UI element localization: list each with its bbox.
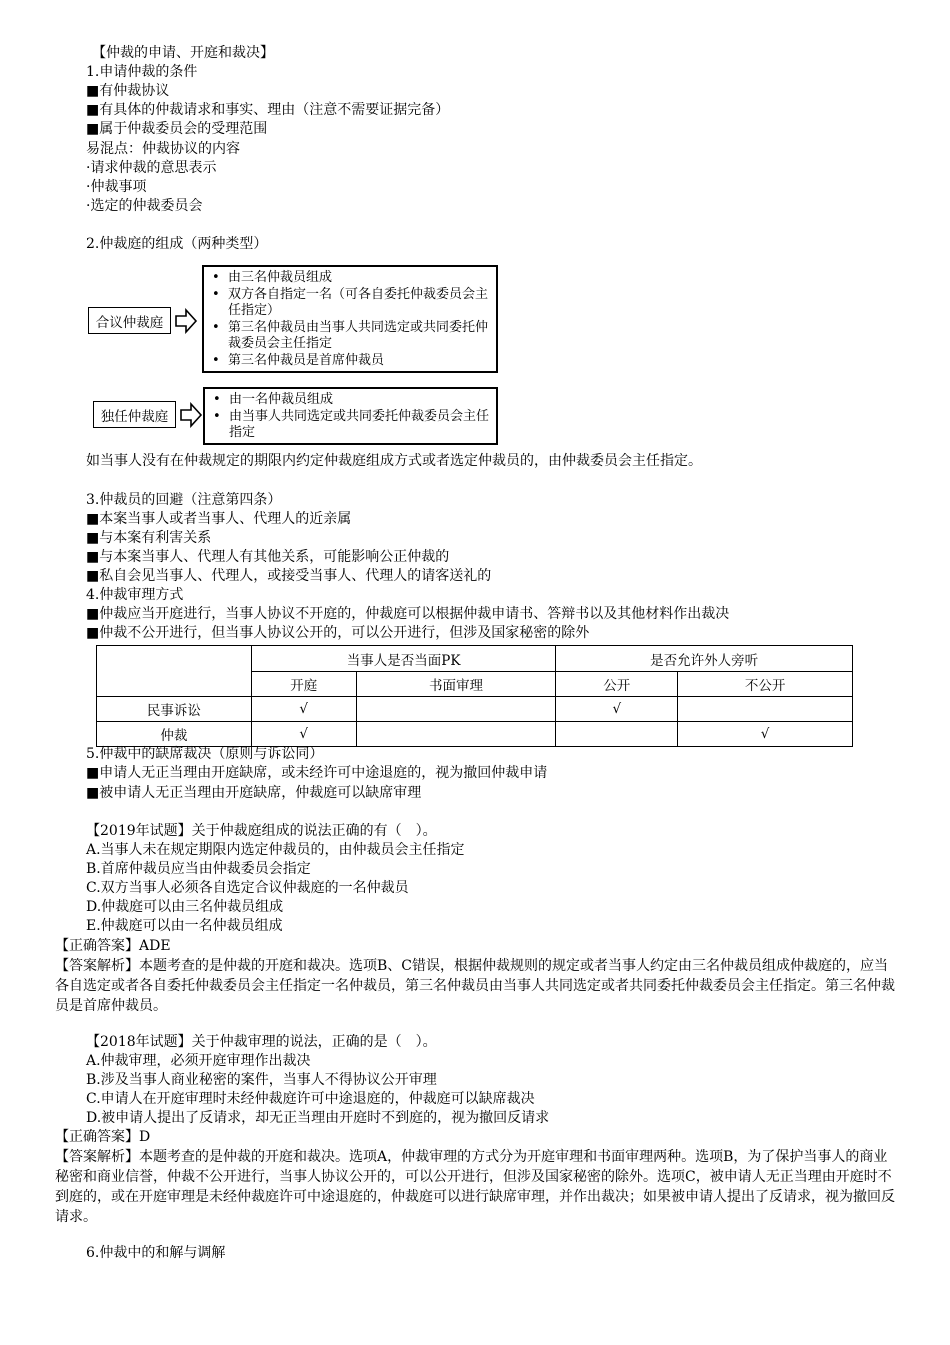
table-cell xyxy=(678,697,853,722)
arrow-right-icon xyxy=(174,308,198,334)
hearing-item: ■仲裁不公开进行，但当事人协议公开的，可以公开进行，但涉及国家秘密的除外 xyxy=(86,625,590,641)
condition-item: ■属于仲裁委员会的受理范围 xyxy=(86,121,268,137)
table-cell: √ xyxy=(556,697,678,722)
table-corner-cell xyxy=(97,646,252,697)
condition-item: ■有仲裁协议 xyxy=(86,83,170,99)
recusal-item: ■与本案当事人、代理人有其他关系，可能影响公正仲裁的 xyxy=(86,549,450,565)
collegial-item: • 由三名仲裁员组成 xyxy=(204,270,496,287)
table-cell xyxy=(356,722,556,747)
arrow-right-icon xyxy=(179,402,203,428)
sole-item: • 由当事人共同选定或共同委托仲裁委员会主任指定 xyxy=(205,409,496,442)
table-subheader: 开庭 xyxy=(251,672,356,697)
agreement-content-item: ·仲裁事项 xyxy=(86,179,147,195)
question-2019-option: E.仲裁庭可以由一名仲裁员组成 xyxy=(86,918,283,934)
condition-item: ■有具体的仲裁请求和事实、理由（注意不需要证据完备） xyxy=(86,102,450,118)
question-2019-option: B.首席仲裁员应当由仲裁委员会指定 xyxy=(86,861,311,877)
agreement-content-item: ·请求仲裁的意思表示 xyxy=(86,160,217,176)
default-award-item: ■被申请人无正当理由开庭缺席，仲裁庭可以缺席审理 xyxy=(86,785,422,801)
recusal-item: ■本案当事人或者当事人、代理人的近亲属 xyxy=(86,511,352,527)
table-row xyxy=(97,722,853,747)
collegial-tribunal-box xyxy=(202,265,498,373)
question-2019-option: C.双方当事人必须各自选定合议仲裁庭的一名仲裁员 xyxy=(86,880,409,896)
table-subheader: 公开 xyxy=(556,672,678,697)
collegial-tribunal-label: 合议仲裁庭 xyxy=(88,307,171,334)
table-group-header: 是否允许外人旁听 xyxy=(556,646,853,672)
question-2018-option: A.仲裁审理，必须开庭审理作出裁决 xyxy=(86,1053,311,1069)
heading-recusal: 3.仲裁员的回避（注意第四条） xyxy=(86,492,282,508)
section-title: 【仲裁的申请、开庭和裁决】 xyxy=(92,45,274,61)
agreement-content-item: ·选定的仲裁委员会 xyxy=(86,198,203,214)
heading-tribunal-composition: 2.仲裁庭的组成（两种类型） xyxy=(86,236,268,252)
sole-item: • 由一名仲裁员组成 xyxy=(205,392,496,409)
heading-hearing-method: 4.仲裁审理方式 xyxy=(86,587,184,603)
question-2018-option: D.被申请人提出了反请求，却无正当理由开庭时不到庭的，视为撤回反请求 xyxy=(86,1110,550,1126)
table-row xyxy=(97,697,853,722)
recusal-item: ■与本案有利害关系 xyxy=(86,530,212,546)
table-cell: √ xyxy=(678,722,853,747)
heading-default-award: 5.仲裁中的缺席裁决（原则与诉讼同） xyxy=(86,746,324,762)
comparison-table xyxy=(96,645,853,747)
heading-settlement-mediation: 6.仲裁中的和解与调解 xyxy=(86,1245,226,1261)
question-2018-stem: 【2018年试题】关于仲裁审理的说法，正确的是（ ）。 xyxy=(86,1034,437,1050)
table-cell: √ xyxy=(251,697,356,722)
question-2019-analysis: 【答案解析】本题考查的是仲裁的开庭和裁决。选项B、C错误，根据仲裁规则的规定或者当事人约定由三名仲裁员组成仲裁庭的，应当各自选定或者各自委托仲裁委员会主任指定一名仲裁员，第三名仲裁员由当事人共同选定或者共同委托仲裁委员会主任指定。第三名仲裁员是首席仲裁员。 xyxy=(55,958,895,1014)
collegial-item: • 第三名仲裁员是首席仲裁员 xyxy=(204,353,496,370)
table-row-label: 民事诉讼 xyxy=(97,697,252,722)
table-row-label: 仲裁 xyxy=(97,722,252,747)
recusal-item: ■私自会见当事人、代理人，或接受当事人、代理人的请客送礼的 xyxy=(86,568,492,584)
question-2019-option: A.当事人未在规定期限内选定仲裁员的，由仲裁员会主任指定 xyxy=(86,842,465,858)
collegial-item: • 双方各自指定一名（可各自委托仲裁委员会主任指定） xyxy=(204,287,496,320)
question-2019-option: D.仲裁庭可以由三名仲裁员组成 xyxy=(86,899,284,915)
hearing-item: ■仲裁应当开庭进行，当事人协议不开庭的，仲裁庭可以根据仲裁申请书、答辩书以及其他材料作出裁决 xyxy=(86,606,730,622)
collegial-item: • 第三名仲裁员由当事人共同选定或共同委托仲裁委员会主任指定 xyxy=(204,320,496,353)
question-2018-option: B.涉及当事人商业秘密的案件，当事人不得协议公开审理 xyxy=(86,1072,437,1088)
question-2018-option: C.申请人在开庭审理时未经仲裁庭许可中途退庭的，仲裁庭可以缺席裁决 xyxy=(86,1091,535,1107)
sole-tribunal-label: 独任仲裁庭 xyxy=(93,401,176,428)
heading-application-conditions: 1.申请仲裁的条件 xyxy=(86,64,198,80)
table-subheader: 不公开 xyxy=(678,672,853,697)
question-2019-stem: 【2019年试题】关于仲裁庭组成的说法正确的有（ ）。 xyxy=(86,823,437,839)
table-subheader: 书面审理 xyxy=(356,672,556,697)
default-award-item: ■申请人无正当理由开庭缺席，或未经许可中途退庭的，视为撤回仲裁申请 xyxy=(86,765,548,781)
question-2018-analysis: 【答案解析】本题考查的是仲裁的开庭和裁决。选项A，仲裁审理的方式分为开庭审理和书面审理两种。选项B，为了保护当事人的商业秘密和商业信誉，仲裁不公开进行，当事人协议公开的，可以公开进行，但涉及国家秘密的除外。选项C，被申请人无正当理由开庭时不到庭的，或在开庭审理是未经仲裁庭许可中途退庭的，仲裁庭可以进行缺席审理，并作出裁决；如果被申请人提出了反请求，视为撤回反请求。 xyxy=(55,1149,895,1225)
table-cell xyxy=(356,697,556,722)
table-group-header: 当事人是否当面PK xyxy=(251,646,556,672)
sole-tribunal-box xyxy=(203,387,498,445)
question-2018-answer: 【正确答案】D xyxy=(55,1129,151,1145)
table-cell: √ xyxy=(251,722,356,747)
composition-note: 如当事人没有在仲裁规定的期限内约定仲裁庭组成方式或者选定仲裁员的，由仲裁委员会主任指定。 xyxy=(86,453,702,469)
confusable-heading: 易混点：仲裁协议的内容 xyxy=(86,141,240,157)
question-2019-answer: 【正确答案】ADE xyxy=(55,938,171,954)
table-header-row xyxy=(97,646,853,672)
table-cell xyxy=(556,722,678,747)
